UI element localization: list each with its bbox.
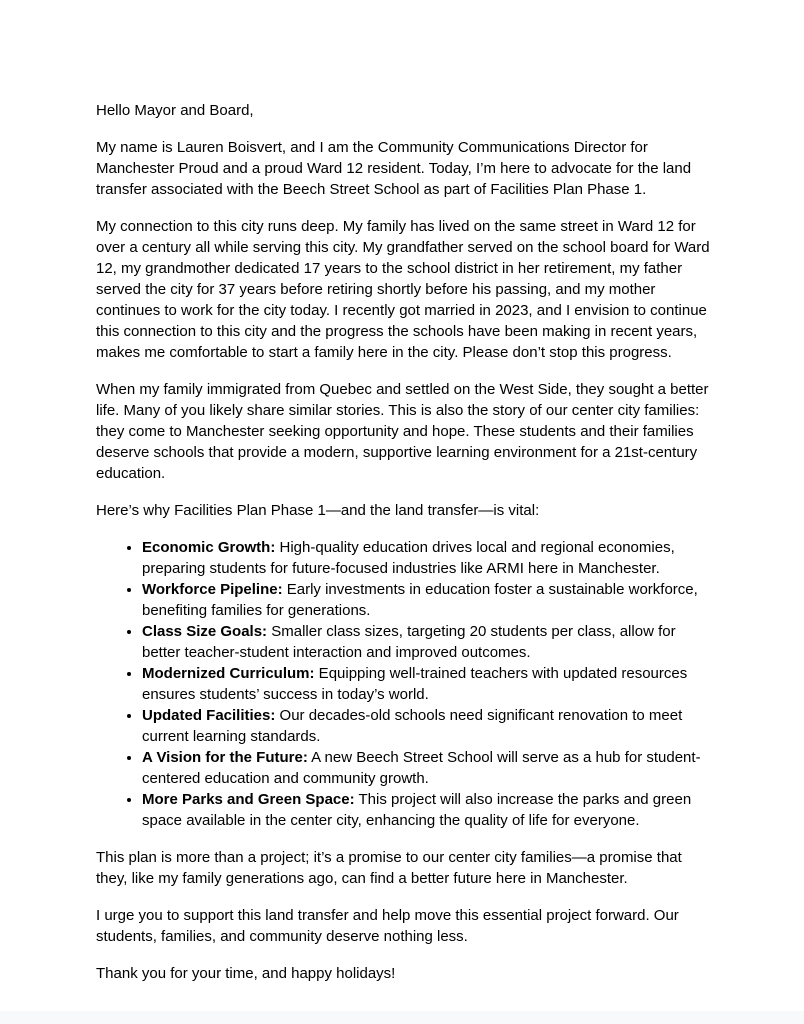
page-bottom-edge [0,1011,804,1024]
list-item-class-size-goals [142,621,713,663]
bullet-text: Equipping well-trained teachers with updated resources ensures students’ success in today’s world. [142,665,688,703]
bullet-lead: Modernized Curriculum: [142,665,315,682]
list-item-workforce-pipeline [142,579,713,621]
paragraph-list-lead-in: Here’s why Facilities Plan Phase 1—and the land transfer—is vital: [96,502,540,519]
paragraph-thank-you: Thank you for your time, and happy holidays! [96,965,396,982]
document-page [96,100,713,1000]
bullet-lead: Class Size Goals: [142,623,268,640]
bullet-text: This project will also increase the parks and green space available in the center city, enhancing the quality of life for everyone. [142,791,692,829]
bullet-text: Early investments in education foster a sustainable workforce, benefiting families for generations. [142,581,698,619]
bullet-text: Smaller class sizes, targeting 20 students per class, allow for better teacher-student interaction and improved outcomes. [142,623,676,661]
bullet-text: Our decades-old schools need significant renovation to meet current learning standards. [142,707,683,745]
list-item-modernized-curriculum [142,663,713,705]
paragraph-connection: My connection to this city runs deep. My family has lived on the same street in Ward 12 for over a century all while serving this city. My grandfather served on the school board for Ward 12, my grandmother dedicated 17 years to the school district in her retirement, my father served the city for 37 years before retiring shortly before his passing, and my mother continues to work for the city today. I recently got married in 2023, and I envision to continue this connection to this city and the progress the schools have been making in recent years, makes me comfortable to start a family here in the city. Please don’t stop this progress. [96,218,710,361]
paragraph-urge-support: I urge you to support this land transfer and help move this essential project forward. Our students, families, and community deserve nothing less. [96,907,679,945]
bullet-lead: Workforce Pipeline: [142,581,283,598]
salutation: Hello Mayor and Board, [96,102,254,119]
list-item-economic-growth [142,537,713,579]
list-item-updated-facilities [142,705,713,747]
bullet-text: A new Beech Street School will serve as a hub for student-centered education and community growth. [142,749,701,787]
bullet-lead: A Vision for the Future: [142,749,308,766]
benefits-list [96,537,713,831]
paragraph-family-story: When my family immigrated from Quebec and settled on the West Side, they sought a better life. Many of you likely share similar stories. This is also the story of our center city families: they come to Manchester seeking opportunity and hope. These students and their families deserve schools that provide a modern, supportive learning environment for a 21st-century education. [96,381,709,482]
list-item-vision-for-future [142,747,713,789]
paragraph-intro: My name is Lauren Boisvert, and I am the Community Communications Director for Manchester Proud and a proud Ward 12 resident. Today, I’m here to advocate for the land transfer associated with the Beech Street School as part of Facilities Plan Phase 1. [96,139,692,198]
list-item-parks-green-space [142,789,713,831]
bullet-text: High-quality education drives local and regional economies, preparing students for future-focused industries like ARMI here in Manchester. [142,539,675,577]
bullet-lead: More Parks and Green Space: [142,791,355,808]
paragraph-promise: This plan is more than a project; it’s a promise to our center city families—a promise that they, like my family generations ago, can find a better future here in Manchester. [96,849,682,887]
bullet-lead: Updated Facilities: [142,707,276,724]
bullet-lead: Economic Growth: [142,539,276,556]
